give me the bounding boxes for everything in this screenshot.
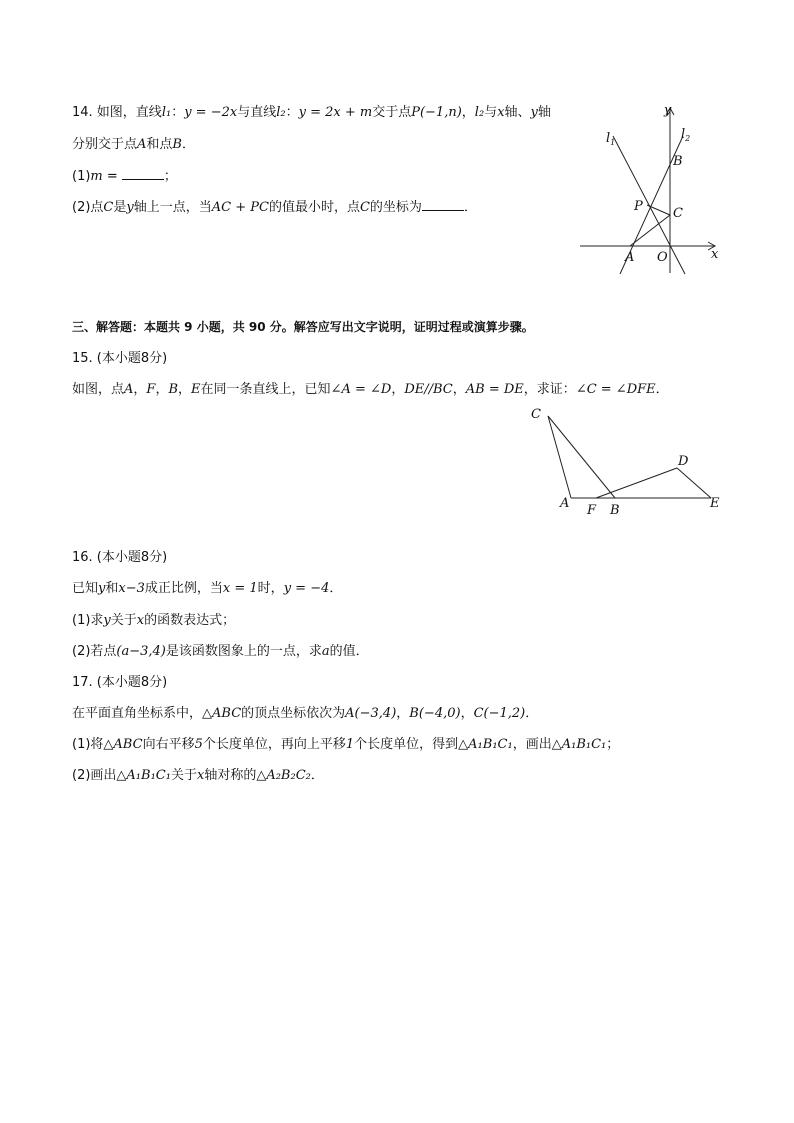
fig14-label-a: A: [625, 250, 635, 265]
q17-line-1: 在平面直角坐标系中，△ABC的顶点坐标依次为A(−3,4)，B(−4,0)，C(−1,2)．: [72, 706, 539, 721]
q15-body: 如图，点A，F，B，E在同一条直线上，已知∠A = ∠D，DE//BC，AB = DE，求证：∠C = ∠DFE．: [72, 382, 669, 397]
fig15-label-c: C: [531, 407, 541, 422]
q17-title: 17. (本小题8分): [72, 675, 168, 690]
segment-d-e: [677, 468, 711, 498]
q14-line-2: 分别交于点A和点B．: [72, 137, 195, 152]
q16-part-2: (2)若点(a−3,4)是该函数图象上的一点，求a的值．: [72, 644, 369, 659]
fig15-label-f: F: [587, 503, 597, 518]
answer-blank-c[interactable]: [422, 198, 464, 211]
section-3-header: 三、解答题：本题共 9 小题，共 90 分。解答应写出文字说明，证明过程或演算步骤。: [72, 320, 534, 334]
q16-part-1: (1)求y关于x的函数表达式；: [72, 613, 236, 628]
q16-line-1: 已知y和x−3成正比例，当x = 1时，y = −4．: [72, 581, 343, 596]
fig14-label-l2: $l_2$: [681, 127, 691, 143]
q15-title: 15. (本小题8分): [72, 351, 168, 366]
fig14-label-c: C: [673, 206, 683, 221]
fig15-label-b: B: [610, 503, 620, 518]
q17-part-2: (2)画出△A₁B₁C₁关于x轴对称的△A₂B₂C₂．: [72, 768, 324, 783]
q16-title: 16. (本小题8分): [72, 550, 168, 565]
fig14-label-o: O: [657, 250, 668, 265]
q14-line-1: 14. 如图，直线l₁：y = −2x与直线l₂：y = 2x + m交于点P(−1,n)，l₂与x轴、y轴: [72, 105, 551, 120]
q14-part-2: (2)点C是y轴上一点，当AC + PC的值最小时，点C的坐标为 ．: [72, 200, 477, 215]
segment-f-d: [596, 468, 677, 498]
segment-ac: [630, 215, 670, 246]
q14-part-1: (1)m = ；: [72, 169, 177, 184]
fig14-label-p: P: [634, 199, 643, 214]
fig14-label-y: y: [664, 103, 672, 118]
segment-a-c-b: [548, 416, 615, 498]
fig14-label-l1: $l_1$: [606, 131, 616, 147]
q15-figure: [528, 402, 728, 517]
q14-figure: [575, 98, 725, 278]
fig15-label-d: D: [678, 454, 689, 469]
q17-part-1: (1)将△ABC向右平移5个长度单位，再向上平移1个长度单位，得到△A₁B₁C₁，画出△A₁B₁C₁；: [72, 737, 620, 752]
segment-pc: [647, 205, 670, 215]
answer-blank-m[interactable]: [122, 167, 164, 180]
fig14-label-b: B: [673, 154, 683, 169]
fig15-label-a: A: [560, 496, 570, 511]
fig14-label-x: x: [711, 247, 719, 262]
fig15-label-e: E: [710, 496, 720, 511]
